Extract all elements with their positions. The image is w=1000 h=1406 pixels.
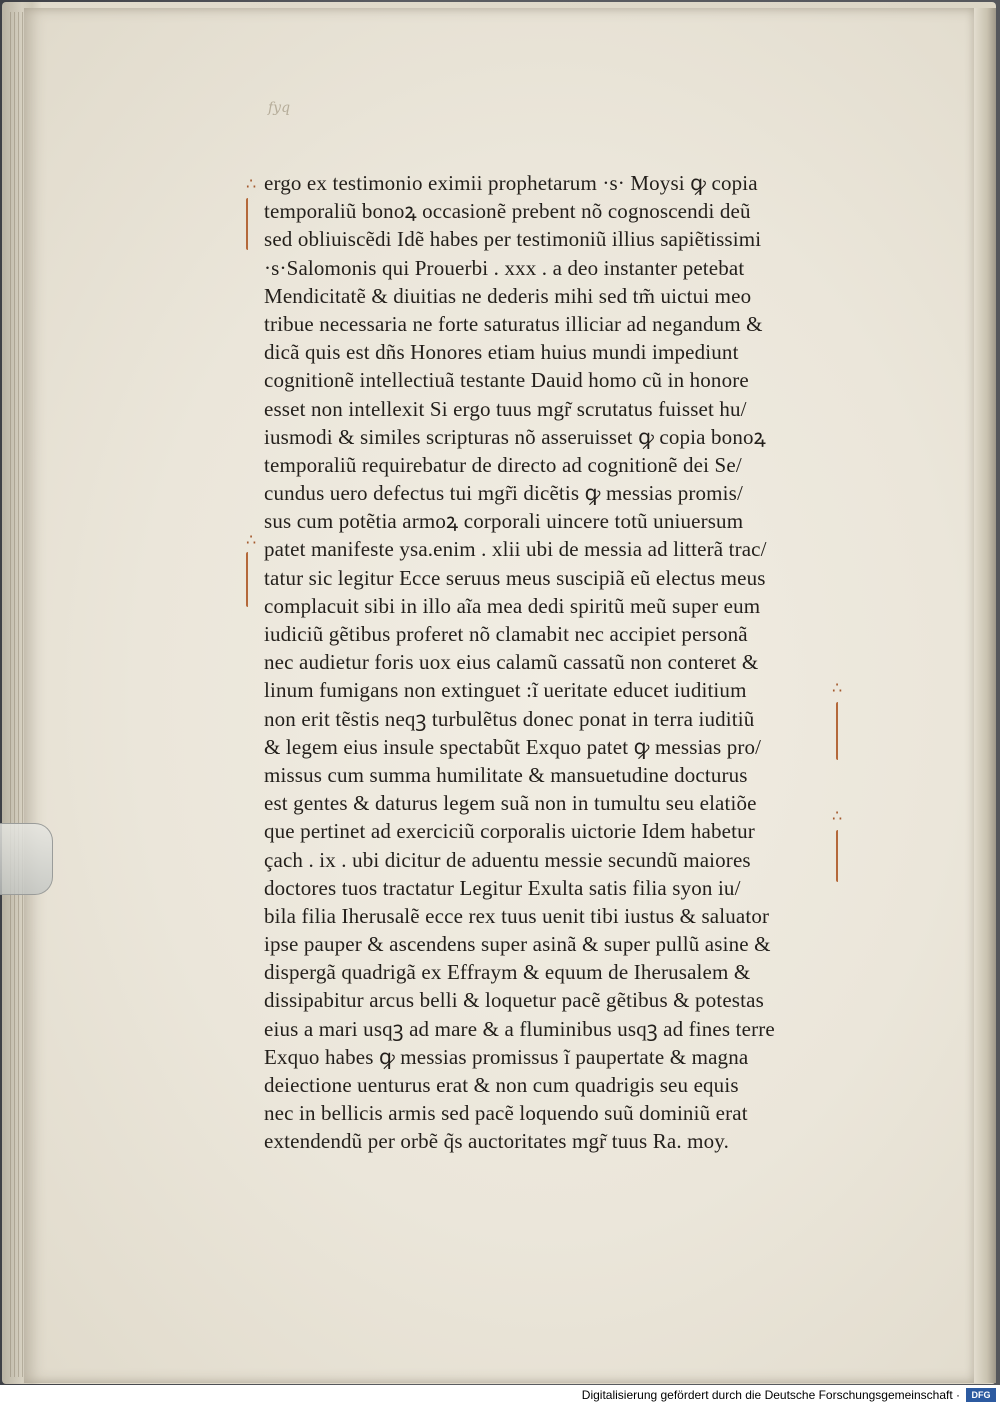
footer — [0, 1385, 1000, 1406]
text-line: nec in bellicis armis sed pacẽ loquendo suũ dominiũ erat — [264, 1101, 748, 1126]
margin-bracket — [836, 702, 841, 760]
book-clip — [0, 823, 53, 895]
text-line: dissipabitur arcus belli & loquetur pacẽ gẽtibus & potestas — [264, 988, 764, 1013]
text-line: complacuit sibi in illo aĩa mea dedi spiritũ meũ super eum — [264, 593, 761, 618]
text-line: est gentes & daturus legem suã non in tumultu seu elatiõe — [264, 791, 757, 816]
text-line: missus cum summa humilitate & mansuetudine docturus — [264, 762, 748, 787]
text-line: iudiciũ gẽtibus proferet nõ clamabit nec accipiet personã — [264, 622, 748, 646]
text-line: temporaliũ requirebatur de directo ad cognitionẽ dei Se/ — [264, 452, 742, 477]
text-line: patet manifeste ysa.enim . xlii ubi de messia ad litterã trac/ — [264, 537, 767, 562]
text-line: non erit tẽstis neqꝫ turbulẽtus donec ponat in terra iuditiũ — [264, 706, 755, 731]
text-line: ergo ex testimonio eximii prophetarum ·s· Moysi ꝙ copia — [264, 171, 758, 195]
text-line: tribue necessaria ne forte saturatus illiciar ad negandum & — [264, 311, 763, 336]
page-edge-line — [14, 12, 15, 1377]
page-right-edge — [974, 8, 996, 1383]
page-edge-line — [18, 12, 19, 1377]
margin-bracket — [836, 830, 841, 882]
footer-credit: Digitalisierung gefördert durch die Deutsche Forschungsgemeinschaft · — [581, 1388, 960, 1402]
text-line: que pertinet ad exerciciũ corporalis uictorie Idem habetur — [264, 819, 755, 844]
text-block — [264, 169, 824, 1156]
text-line: Exquo habes ꝙ messias promissus ĩ paupertate & magna — [264, 1044, 749, 1069]
text-line: nec audietur foris uox eius calamũ cassatũ non conteret & — [264, 650, 759, 675]
text-line: deiectione uenturus erat & non cum quadrigis seu equis — [264, 1073, 739, 1097]
margin-mark: ∴ — [246, 530, 257, 549]
text-line: sus cum potẽtia armoꝝ corporali uincere totũ uniuersum — [264, 509, 744, 534]
ink-mark: fyq — [268, 100, 291, 116]
text-line: ·s·Salomonis qui Prouerbi . xxx . a deo instanter petebat — [264, 255, 745, 280]
margin-mark: ∴ — [832, 806, 843, 825]
margin-bracket — [246, 552, 251, 607]
text-line: extendendũ per orbẽ q̃s auctoritates mgr̃ tuus Ra. moy. — [264, 1129, 729, 1154]
margin-mark: ∴ — [246, 174, 257, 193]
text-line: cundus uero defectus tui mgr̃i dicẽtis ꝙ messias promis/ — [264, 481, 743, 506]
text-line: temporaliũ bonoꝝ occasionẽ prebent nõ cognoscendi deũ — [264, 199, 751, 224]
text-line: doctores tuos tractatur Legitur Exulta satis filia syon iu/ — [264, 875, 741, 900]
text-line: dicã quis est dñs Honores etiam huius mundi impediunt — [264, 340, 739, 365]
text-line: linum fumigans non extinguet :ĩ ueritate educet iuditium — [264, 678, 747, 703]
text-line: bila filia Iherusalẽ ecce rex tuus uenit tibi iustus & saluator — [264, 903, 770, 928]
margin-bracket — [246, 198, 251, 250]
page-edge-line — [10, 12, 11, 1377]
dfg-logo: DFG — [966, 1388, 996, 1402]
text-line: Mendicitatẽ & diuitias ne dederis mihi sed tm̃ uictui meo — [264, 283, 752, 308]
text-line: eius a mari usqꝫ ad mare & a fluminibus usqꝫ ad fines terre — [264, 1016, 775, 1041]
text-line: cognitionẽ intellectiuã testante Dauid homo cũ in honore — [264, 368, 749, 393]
text-line: tatur sic legitur Ecce seruus meus suscipiã eũ electus meus — [264, 565, 766, 590]
text-line: & legem eius insule spectabũt Exquo patet ꝙ messias pro/ — [264, 734, 762, 759]
text-line: iusmodi & similes scripturas nõ asseruisset ꝙ copia bonoꝝ — [264, 424, 766, 449]
text-line: çach . ix . ubi dicitur de aduentu messie secundũ maiores — [264, 847, 751, 872]
text-line: sed obliuiscẽdi Idẽ habes per testimoniũ illius sapiẽtissimi — [264, 227, 762, 252]
text-line: ipse pauper & ascendens super asinã & super pullũ asine & — [264, 932, 771, 957]
margin-mark: ∴ — [832, 678, 843, 697]
text-line: dispergã quadrigã ex Effraym & equum de Iherusalem & — [264, 960, 751, 985]
page-edge-line — [22, 12, 23, 1377]
text-line: esset non intellexit Si ergo tuus mgr̃ scrutatus fuisset hu/ — [264, 396, 747, 421]
